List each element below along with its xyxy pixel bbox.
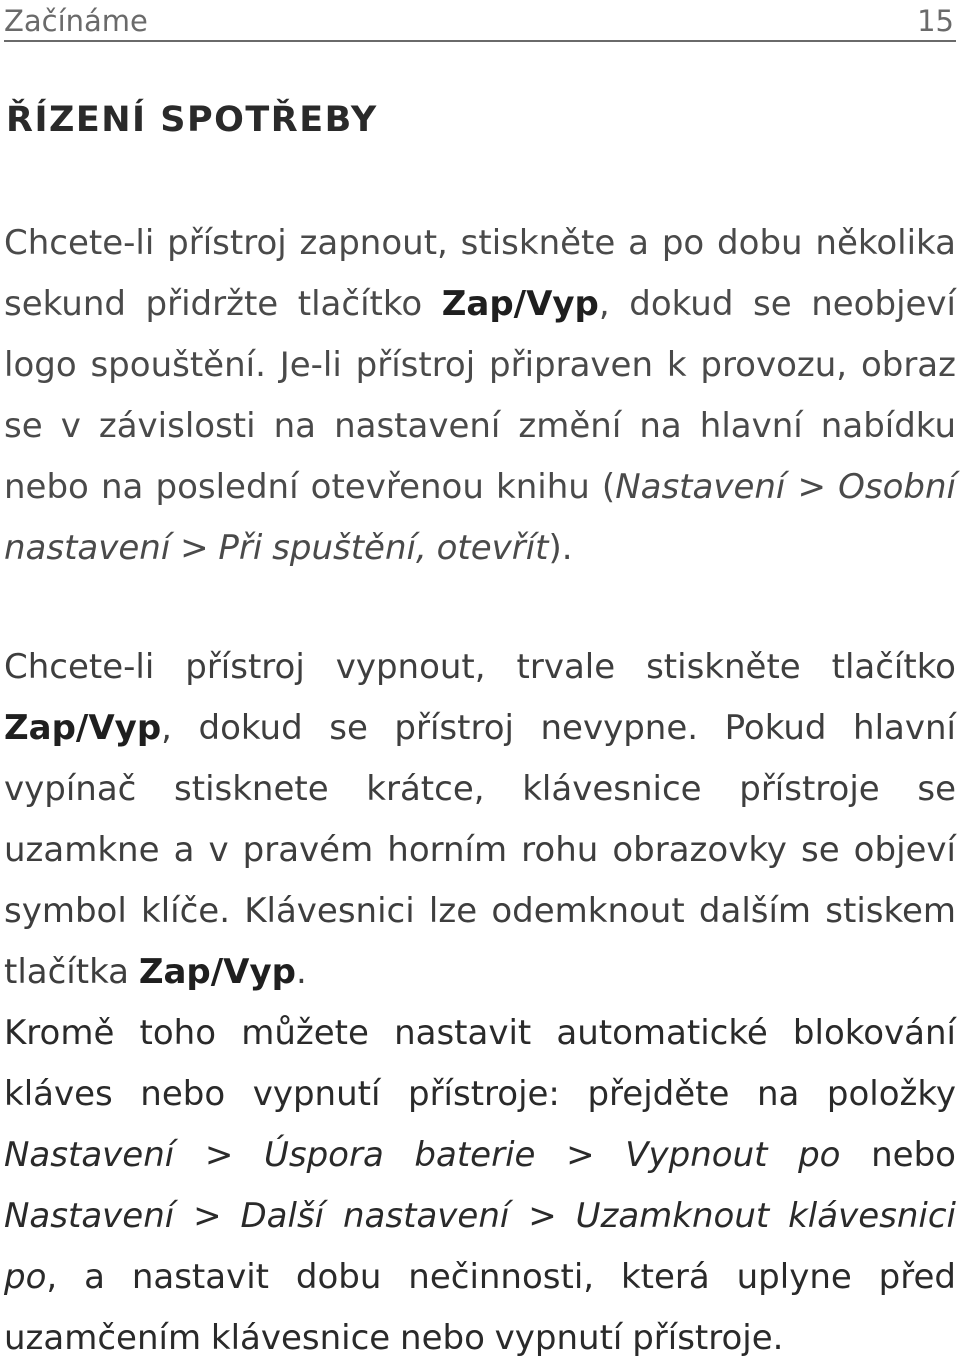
path-separator: > <box>174 1196 241 1236</box>
menu-path-dalsi-nastaveni: Další nastavení <box>240 1196 510 1236</box>
path-separator: > <box>174 1135 264 1175</box>
text-span: Chcete-li přístroj vypnout, trvale stiskněte tlačítko <box>4 647 956 687</box>
paragraph-auto-lock <box>4 1003 956 1369</box>
text-span: Kromě toho můžete nastavit automatické blokování kláves nebo vypnutí přístroje: přejděte na položky <box>4 1013 956 1114</box>
menu-path-uspora-baterie: Úspora baterie <box>263 1135 536 1175</box>
text-span: . <box>296 952 307 992</box>
text-span: , a nastavit dobu nečinnosti, která uplyne před uzamčením klávesnice nebo vypnutí přístroje. <box>4 1257 956 1358</box>
path-separator: > <box>785 467 839 507</box>
text-span: ). <box>548 528 573 568</box>
menu-path-nastaveni: Nastavení <box>615 467 786 507</box>
page-number: 15 <box>917 4 954 38</box>
button-name-zap-vyp: Zap/Vyp <box>138 952 296 992</box>
chapter-title: Začínáme <box>4 4 148 38</box>
button-name-zap-vyp: Zap/Vyp <box>4 708 162 748</box>
menu-path-vypnout-po: Vypnout po <box>625 1135 841 1175</box>
menu-path-nastaveni: Nastavení <box>4 1196 175 1236</box>
text-span: Chcete-li přístroj zapnout, stiskněte a po dobu několika sekund přidržte tlačítko <box>4 223 956 324</box>
text-span: nebo <box>840 1135 956 1175</box>
section-heading: ŘÍZENÍ SPOTŘEBY <box>6 100 378 140</box>
menu-path-pri-spusteni: Při spuštění, otevřít <box>218 528 549 568</box>
page-header <box>4 0 956 42</box>
text-span: , dokud se přístroj nevypne. Pokud hlavní vypínač stisknete krátce, klávesnice přístroje se uzamkne a v pravém horním rohu obrazovky se objeví symbol klíče. Klávesnici lze odemknout dalším stiskem tlačítka <box>4 708 956 992</box>
button-name-zap-vyp: Zap/Vyp <box>441 284 599 324</box>
menu-path-osobni-nastaveni: Osobní nastavení <box>4 467 956 568</box>
text-span: , dokud se neobjeví logo spouštění. Je-li přístroj připraven k provozu, obraz se v závislosti na nastavení změní na hlavní nabídku nebo na poslední otevřenou knihu ( <box>4 284 956 507</box>
path-separator: > <box>535 1135 626 1175</box>
path-separator: > <box>170 528 219 568</box>
paragraph-power-on <box>4 213 956 579</box>
paragraph-power-off <box>4 637 956 1003</box>
menu-path-nastaveni: Nastavení <box>4 1135 175 1175</box>
menu-path-uzamknout-klavesnici-po: Uzamknout klávesnici po <box>4 1196 956 1297</box>
path-separator: > <box>509 1196 576 1236</box>
